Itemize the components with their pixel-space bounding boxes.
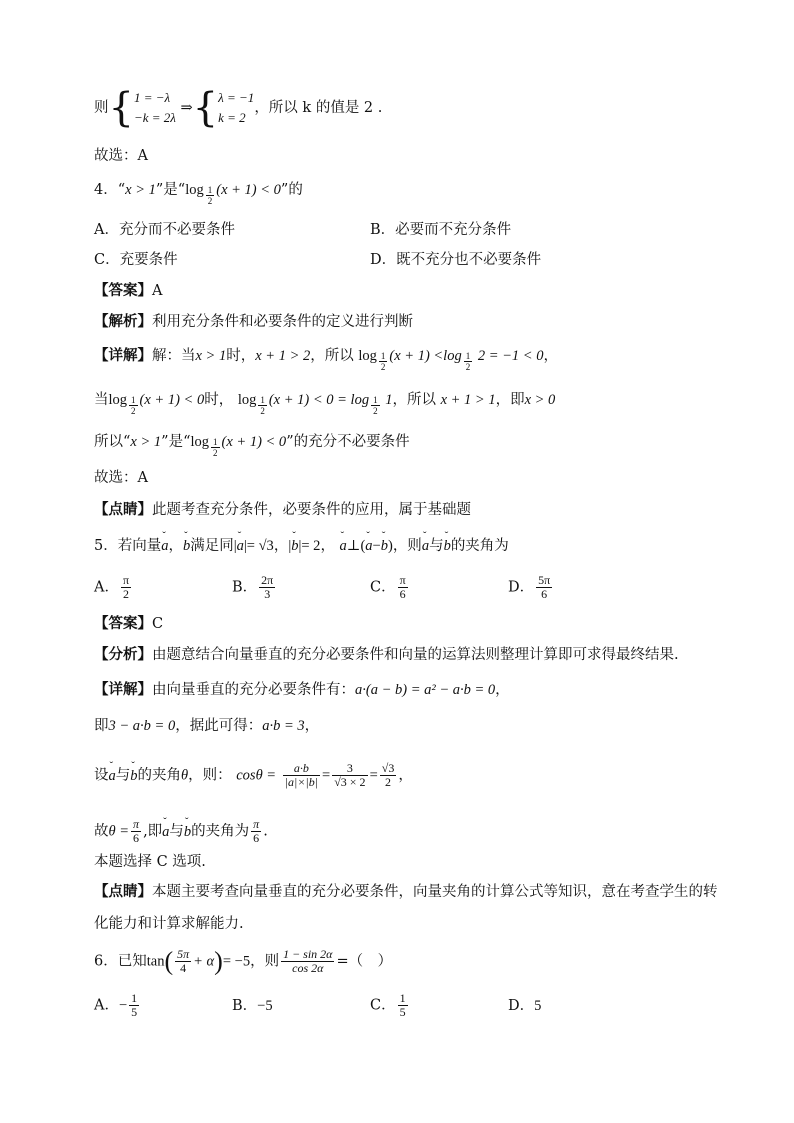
math: x + 1 > 1	[440, 392, 496, 408]
math: x > 1	[125, 182, 156, 198]
text: 即	[94, 718, 109, 734]
fraction	[281, 948, 334, 975]
q4-detail-line1	[94, 346, 558, 372]
vector-a: ˇ a	[340, 536, 347, 556]
q6-option-c	[370, 992, 410, 1019]
q6-stem	[94, 948, 392, 975]
math: (x + 1) < 0	[221, 434, 287, 450]
text: 解：当	[152, 348, 196, 364]
text: ，	[168, 538, 183, 554]
text: ,即	[143, 823, 163, 840]
text: 本题主要考查向量垂直的充分必要条件，向量夹角的计算公式等知识，意在考查学生的转	[152, 884, 718, 900]
log-base	[258, 395, 267, 416]
text: 与	[115, 767, 131, 784]
math: a·b = 3	[262, 718, 305, 734]
abs-bar: |	[243, 538, 247, 554]
equation: 1 = −λ	[133, 90, 171, 105]
fraction	[259, 574, 275, 601]
math: x > 1	[130, 434, 162, 450]
fraction	[380, 762, 397, 789]
q6-option-a	[94, 992, 141, 1019]
text: 由题意结合向量垂直的充分必要条件和向量的运算法则整理计算即可求得最终结果.	[152, 647, 679, 663]
paren: (	[360, 538, 366, 554]
label: A．	[94, 997, 119, 1014]
q4-detail-line2	[94, 390, 555, 416]
q5-comment-line2: 化能力和计算求解能力.	[94, 916, 244, 932]
num: 1 − sin 2α	[283, 947, 333, 961]
num: π	[122, 573, 130, 587]
q4-answer	[94, 281, 162, 301]
vector-b: ˇ b	[184, 822, 191, 842]
text: 的夹角为	[450, 538, 509, 554]
q4-option-b: B．必要而不充分条件	[370, 222, 512, 238]
math: tan	[146, 953, 165, 970]
text: 利用充分条件和必要条件的定义进行判断	[152, 314, 413, 330]
vector-b: ˇ b	[381, 536, 388, 556]
q5-analysis	[94, 645, 679, 665]
q4-option-c: C．充要条件	[94, 252, 178, 268]
q5-option-b	[232, 574, 277, 601]
math: =	[322, 767, 331, 784]
den: 2	[260, 406, 265, 416]
text: 6．已知	[94, 953, 147, 970]
tag: 【答案】	[94, 282, 152, 299]
tag: 【答案】	[94, 615, 152, 632]
tag: 【分析】	[94, 646, 152, 663]
text: 的夹角为	[191, 823, 250, 840]
math: x > 0	[524, 392, 556, 408]
fraction	[283, 762, 320, 789]
equation-system-left	[134, 88, 176, 128]
text: ，	[543, 348, 558, 364]
num: 2π	[261, 573, 274, 587]
q5-comment	[94, 882, 718, 902]
text: A	[152, 283, 163, 299]
text: 此题考查充分条件，必要条件的应用，属于基础题	[152, 502, 471, 518]
num: 1	[465, 351, 471, 361]
num: 5π	[177, 947, 190, 961]
den: |a|×|b|	[284, 775, 319, 789]
q5-stem: 5．若向量ˇ a，ˇ b满足同|ˇ a|= √3，|ˇ b|= 2， ˇ a⊥(ˇ a−ˇ b)，则ˇ a与ˇ b的夹角为	[94, 536, 509, 556]
text: 与	[169, 823, 184, 840]
math: 2 = −1 < 0	[474, 348, 544, 364]
value: −5	[257, 998, 273, 1014]
text: 故	[94, 823, 109, 840]
text: C	[152, 616, 164, 632]
num: 5π	[538, 573, 551, 587]
den: 6	[133, 831, 140, 845]
num: 1	[260, 395, 265, 405]
tag: 【点睛】	[94, 501, 152, 518]
label: D．	[508, 998, 535, 1014]
vector-a: ˇ a	[422, 536, 429, 556]
q5-answer	[94, 614, 163, 634]
num: 1	[207, 185, 213, 195]
vector-b: ˇ b	[291, 536, 298, 556]
q5-option-c	[370, 574, 410, 601]
den: 3	[264, 587, 271, 601]
math: x > 1	[195, 348, 227, 364]
text: ，	[495, 682, 510, 698]
abs-bar: |	[233, 538, 237, 554]
q5-option-a	[94, 574, 133, 601]
den: cos 2α	[292, 961, 324, 975]
num: 1	[373, 395, 378, 405]
q5-detail-line1	[94, 680, 510, 700]
num: 1	[131, 395, 136, 405]
math: θ	[181, 767, 189, 784]
equation: λ = −1	[218, 90, 255, 105]
math: 3 − a·b = 0	[108, 718, 176, 734]
text: ，则	[392, 538, 422, 554]
log-base	[206, 185, 215, 206]
text: ，	[304, 718, 320, 734]
den: 2	[373, 406, 378, 416]
math: = √3	[246, 538, 274, 554]
fraction	[398, 574, 408, 601]
vector-a: ˇ a	[237, 536, 244, 556]
paren: (	[164, 946, 174, 976]
text: 时，	[226, 348, 256, 364]
num: 1	[131, 991, 138, 1005]
q4-option-d: D．既不充分也不必要条件	[370, 252, 542, 268]
den: 5	[399, 1005, 406, 1019]
fraction	[121, 574, 131, 601]
left-brace: {	[108, 85, 134, 131]
text: ，所以	[392, 392, 436, 408]
paren: )	[387, 538, 393, 554]
num: 1	[213, 437, 218, 447]
q5-detail-line5: 本题选择 C 选项.	[94, 854, 206, 870]
text: 所以“	[94, 434, 131, 450]
text: ，则	[250, 953, 280, 970]
text: 满足同	[190, 538, 234, 554]
den: 2	[213, 448, 218, 458]
vector-a: ˇ a	[162, 822, 169, 842]
q3-choice: 故选：A	[94, 148, 148, 164]
math: log	[237, 392, 257, 408]
math: (x + 1) < 0	[216, 182, 281, 198]
den: 2	[207, 196, 213, 206]
label: D．	[508, 579, 535, 596]
tag: 【点睛】	[94, 883, 152, 900]
implies-symbol: ⇒	[180, 100, 193, 116]
fraction	[332, 762, 367, 789]
q6-option-d	[508, 996, 541, 1016]
fraction	[398, 992, 408, 1019]
math: log	[185, 182, 204, 198]
q4-stem	[94, 180, 303, 206]
text: ”的	[280, 182, 303, 198]
text: 当	[94, 392, 109, 408]
label: A．	[94, 579, 119, 596]
q4-comment	[94, 500, 471, 520]
den: √3 × 2	[334, 775, 366, 789]
vector-a: ˇ a	[161, 536, 168, 556]
num: a·b	[283, 762, 320, 776]
den: 5	[131, 1005, 138, 1019]
vector-b: ˇ b	[183, 536, 190, 556]
fraction	[129, 992, 139, 1019]
text: ”是“	[161, 434, 191, 450]
math: log	[108, 392, 128, 408]
math: cosθ =	[236, 767, 277, 784]
math: (x + 1) < 0 = log	[268, 392, 370, 408]
q5-option-d	[508, 574, 554, 601]
q5-detail-line4	[94, 818, 268, 845]
text: 与	[429, 538, 444, 554]
den: 2	[123, 587, 130, 601]
den: 6	[253, 831, 260, 845]
label: B．	[232, 579, 258, 596]
q6-option-b	[232, 996, 273, 1016]
left-brace: {	[192, 85, 219, 131]
log-base	[371, 395, 380, 416]
text: 则	[94, 100, 109, 116]
fraction	[131, 818, 141, 845]
q5-detail-line2	[94, 716, 319, 736]
text: ”的充分不必要条件	[286, 434, 410, 450]
math: log	[358, 348, 377, 364]
label: B．	[232, 998, 258, 1014]
num: √3	[381, 761, 395, 775]
equation: −k = 2λ	[133, 110, 176, 125]
text: .	[263, 823, 268, 840]
abs-bar: |	[298, 538, 302, 554]
text: 4．“	[94, 182, 126, 198]
value: 5	[534, 998, 542, 1014]
q4-detail-line3	[94, 432, 410, 458]
sign: −	[118, 997, 128, 1014]
log-base	[129, 395, 138, 416]
math: 1	[381, 392, 393, 408]
math: + α	[193, 953, 215, 970]
minus: −	[372, 538, 381, 554]
den: 2	[380, 362, 386, 372]
math: =	[369, 767, 378, 784]
text: =（ ）	[336, 953, 393, 970]
tag: 【解析】	[94, 313, 152, 330]
num: π	[133, 817, 140, 831]
tag: 【详解】	[94, 347, 152, 364]
math: log	[190, 434, 210, 450]
den: 2	[131, 406, 136, 416]
q4-option-a: A．充分而不必要条件	[94, 222, 235, 238]
tag: 【详解】	[94, 681, 152, 698]
text: ，所以	[310, 348, 354, 364]
fraction	[251, 818, 261, 845]
text: 5．若向量	[94, 538, 162, 554]
label: C．	[370, 579, 396, 596]
math: = 2	[301, 538, 321, 554]
equation: k = 2	[218, 110, 246, 125]
text: 时，	[204, 392, 234, 408]
text: ”是“	[155, 182, 186, 198]
math: (x + 1) <log	[389, 348, 462, 364]
abs-bar: |	[288, 538, 292, 554]
q3-conclusion-line	[94, 85, 383, 131]
fraction	[536, 574, 552, 601]
text: ，所以 k 的值是 2 .	[254, 100, 383, 116]
den: 6	[541, 587, 548, 601]
log-base	[211, 437, 220, 458]
vector-b: ˇ b	[444, 536, 451, 556]
vector-a: ˇ a	[365, 536, 372, 556]
text: ，即	[495, 392, 525, 408]
equation-system-right	[218, 88, 254, 128]
q5-detail-line3	[94, 762, 413, 789]
math: = −5	[222, 953, 251, 970]
num: 3	[332, 762, 367, 776]
num: 1	[380, 351, 386, 361]
q4-analysis	[94, 312, 413, 332]
num: π	[399, 573, 406, 587]
math: a·(a − b) = a² − a·b = 0	[355, 682, 496, 698]
log-base	[379, 351, 388, 372]
text: 设	[94, 767, 109, 784]
text: ，据此可得：	[175, 718, 263, 734]
q4-choice: 故选：A	[94, 470, 148, 486]
num: π	[253, 817, 260, 831]
fraction	[175, 948, 191, 975]
perp-symbol: ⊥	[346, 538, 361, 554]
den: 6	[399, 587, 406, 601]
text: ，则：	[188, 767, 232, 784]
math: θ =	[108, 823, 130, 840]
vector-b: ˇ b	[130, 766, 137, 786]
math: x + 1 > 2	[255, 348, 311, 364]
log-base	[464, 351, 473, 372]
paren: )	[214, 946, 223, 976]
text: 的夹角	[137, 767, 181, 784]
den: 4	[180, 961, 187, 975]
text: ，	[398, 767, 413, 784]
text: 由向量垂直的充分必要条件有：	[152, 682, 355, 698]
vector-a: ˇ a	[109, 766, 116, 786]
num: 1	[399, 991, 406, 1005]
label: C．	[370, 997, 396, 1014]
den: 2	[465, 362, 471, 372]
math: (x + 1) < 0	[139, 392, 205, 408]
den: 2	[385, 775, 392, 789]
